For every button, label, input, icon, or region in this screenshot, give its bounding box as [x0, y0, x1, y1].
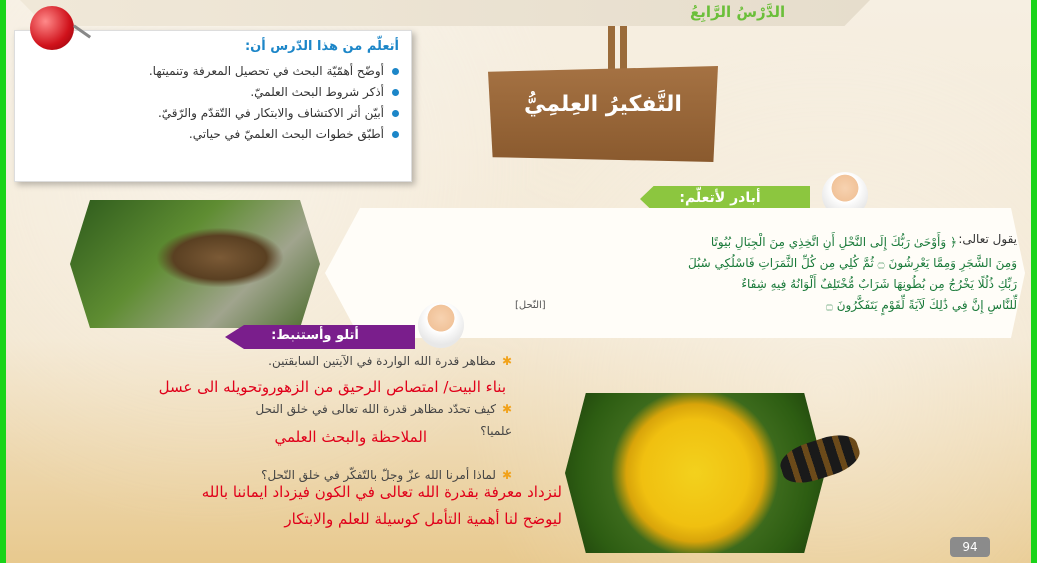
answer-text: بناء البيت/ امتصاص الرحيق من الزهوروتحويله الى عسل: [158, 378, 506, 396]
answer-text: الملاحظة والبحث العلمي: [274, 428, 427, 446]
ponder-question: ✱لماذا أمرنا الله عزّ وجلّ بالتّفكّر في خلق النّحل؟: [261, 468, 512, 482]
page-number: 94: [950, 537, 990, 557]
verse-line: وَمِنَ الشَّجَرِ وَمِمَّا يَعْرِشُونَ ۝ ثُمَّ كُلِي مِن كُلِّ الثَّمَرَاتِ فَاسْلُكِي سُبُلَ: [687, 256, 1017, 270]
bullet-icon: [392, 131, 399, 138]
ponder-section-label: أتلو وأستنبط:: [271, 328, 359, 343]
student-avatar-icon: [418, 302, 464, 348]
beehive-photo: [70, 200, 320, 328]
ponder-question-continued: علميا؟: [480, 424, 512, 438]
verse-line: لِّلنَّاسِ إِنَّ فِي ذَٰلِكَ لَآيَةً لِّقَوْمٍ يَتَفَكَّرُونَ ۝: [825, 298, 1017, 312]
objective-item: أذكر شروط البحث العلميّ.: [29, 82, 399, 103]
objective-item: أطبّق خطوات البحث العلميّ في حياتي.: [29, 124, 399, 145]
learn-section-label: أبادر لأتعلّم:: [679, 190, 761, 206]
star-icon: ✱: [501, 468, 512, 482]
verse-line: ﴿ وَأَوْحَىٰ رَبُّكَ إِلَى النَّحْلِ أَنِ اتَّخِذِي مِنَ الْجِبَالِ بُيُوتًا: [710, 235, 957, 249]
objective-item: أبيّن أثر الاكتشاف والابتكار في التّقدّم والرّقيّ.: [29, 103, 399, 124]
lesson-title: التَّفكيرُ العِلمِيُّ: [524, 92, 682, 117]
objective-item: أوضّح أهمّيّة البحث في تحصيل المعرفة وتنميتها.: [29, 61, 399, 82]
sign-rope-left: [608, 26, 615, 76]
objectives-card: [14, 30, 412, 182]
star-icon: ✱: [501, 354, 512, 368]
objectives-title: أتعلّم من هذا الدّرس أن:: [244, 39, 399, 54]
bullet-icon: [392, 89, 399, 96]
bullet-icon: [392, 68, 399, 75]
answer-text: ليوضح لنا أهمية التأمل كوسيلة للعلم والابتكار: [284, 510, 562, 528]
ponder-question: ✱مظاهر قدرة الله الواردة في الآيتين السابقتين.: [268, 354, 512, 368]
bullet-icon: [392, 110, 399, 117]
verse-line: رَبِّكِ ذُلُلًا يَخْرُجُ مِن بُطُونِهَا شَرَابٌ مُّخْتَلِفٌ أَلْوَانُهُ فِيهِ شِفَاءٌ: [741, 277, 1017, 291]
answer-text: لنزداد معرفة بقدرة الله تعالى في الكون فيزداد ايماننا بالله: [201, 483, 562, 501]
objectives-list: [29, 61, 399, 145]
verse-source: [النّحل]: [515, 300, 546, 311]
verse-intro: يقول تعالى:: [958, 232, 1017, 246]
star-icon: ✱: [501, 402, 512, 416]
ponder-question: ✱كيف تحدّد مظاهر قدرة الله تعالى في خلق النحل: [255, 402, 512, 416]
lesson-number: الدَّرْسُ الرَّابِعُ: [690, 3, 786, 21]
pushpin-icon: [30, 6, 74, 50]
